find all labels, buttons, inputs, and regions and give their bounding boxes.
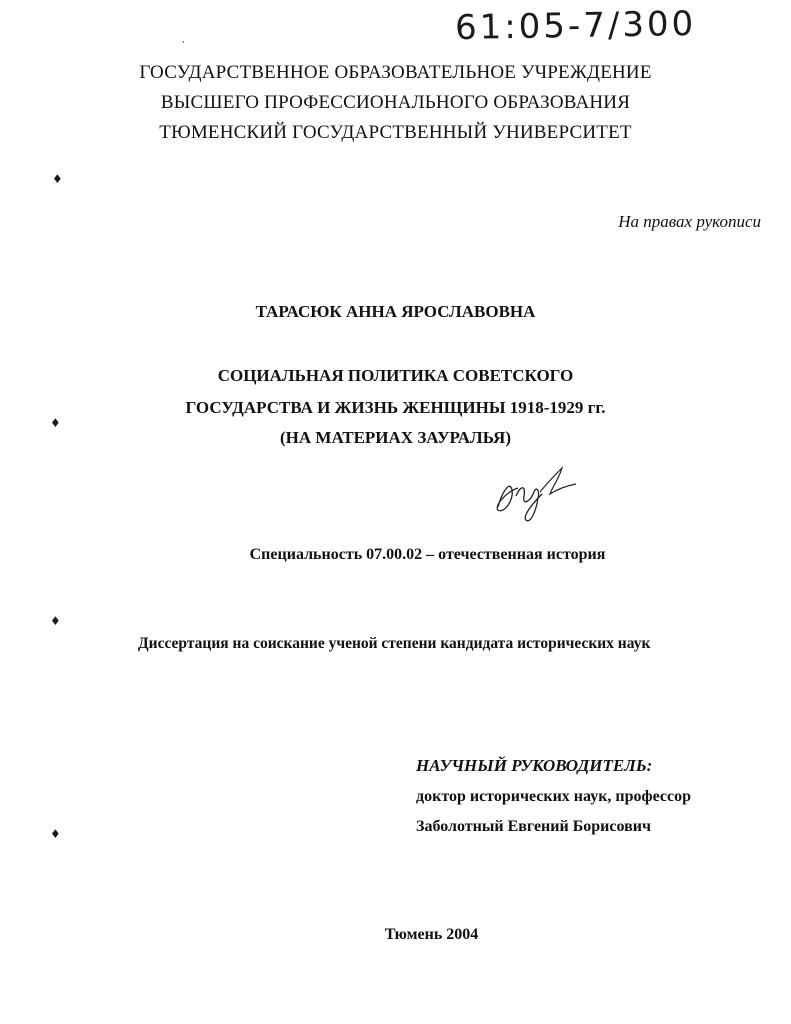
supervisor-name: Заболотный Евгений Борисович — [416, 818, 651, 835]
institution-line-1: ГОСУДАРСТВЕННОЕ ОБРАЗОВАТЕЛЬНОЕ УЧРЕЖДЕНИЕ — [139, 62, 652, 83]
signature-image — [490, 462, 580, 532]
archive-number: 61:05-7/300 — [454, 3, 697, 49]
title-line-1: СОЦИАЛЬНАЯ ПОЛИТИКА СОВЕТСКОГО — [217, 366, 574, 385]
binding-mark-icon: ♦ — [50, 416, 61, 430]
institution-line-2: ВЫСШЕГО ПРОФЕССИОНАЛЬНОГО ОБРАЗОВАНИЯ — [160, 92, 631, 113]
scan-mark: ‘ — [182, 40, 185, 49]
title-line-2: ГОСУДАРСТВА И ЖИЗНЬ ЖЕНЩИНЫ 1918-1929 гг. — [185, 398, 606, 417]
supervisor-credentials: доктор исторических наук, профессор — [416, 788, 692, 805]
rights-note: На правах рукописи — [618, 212, 761, 231]
city-year: Тюмень 2004 — [384, 926, 479, 943]
supervisor-heading: НАУЧНЫЙ РУКОВОДИТЕЛЬ: — [416, 756, 653, 775]
degree-statement: Диссертация на соискание ученой степени кандидата исторических наук — [138, 635, 651, 652]
title-line-3: (НА МАТЕРИАХ ЗАУРАЛЬЯ) — [280, 428, 511, 447]
binding-mark-icon: ♦ — [50, 827, 61, 841]
author-name: ТАРАСЮК АННА ЯРОСЛАВОВНА — [255, 302, 536, 321]
binding-mark-icon: ♦ — [52, 172, 63, 186]
institution-line-3: ТЮМЕНСКИЙ ГОСУДАРСТВЕННЫЙ УНИВЕРСИТЕТ — [159, 122, 632, 143]
specialty: Специальность 07.00.02 – отечественная история — [249, 546, 606, 563]
binding-mark-icon: ♦ — [50, 614, 61, 628]
